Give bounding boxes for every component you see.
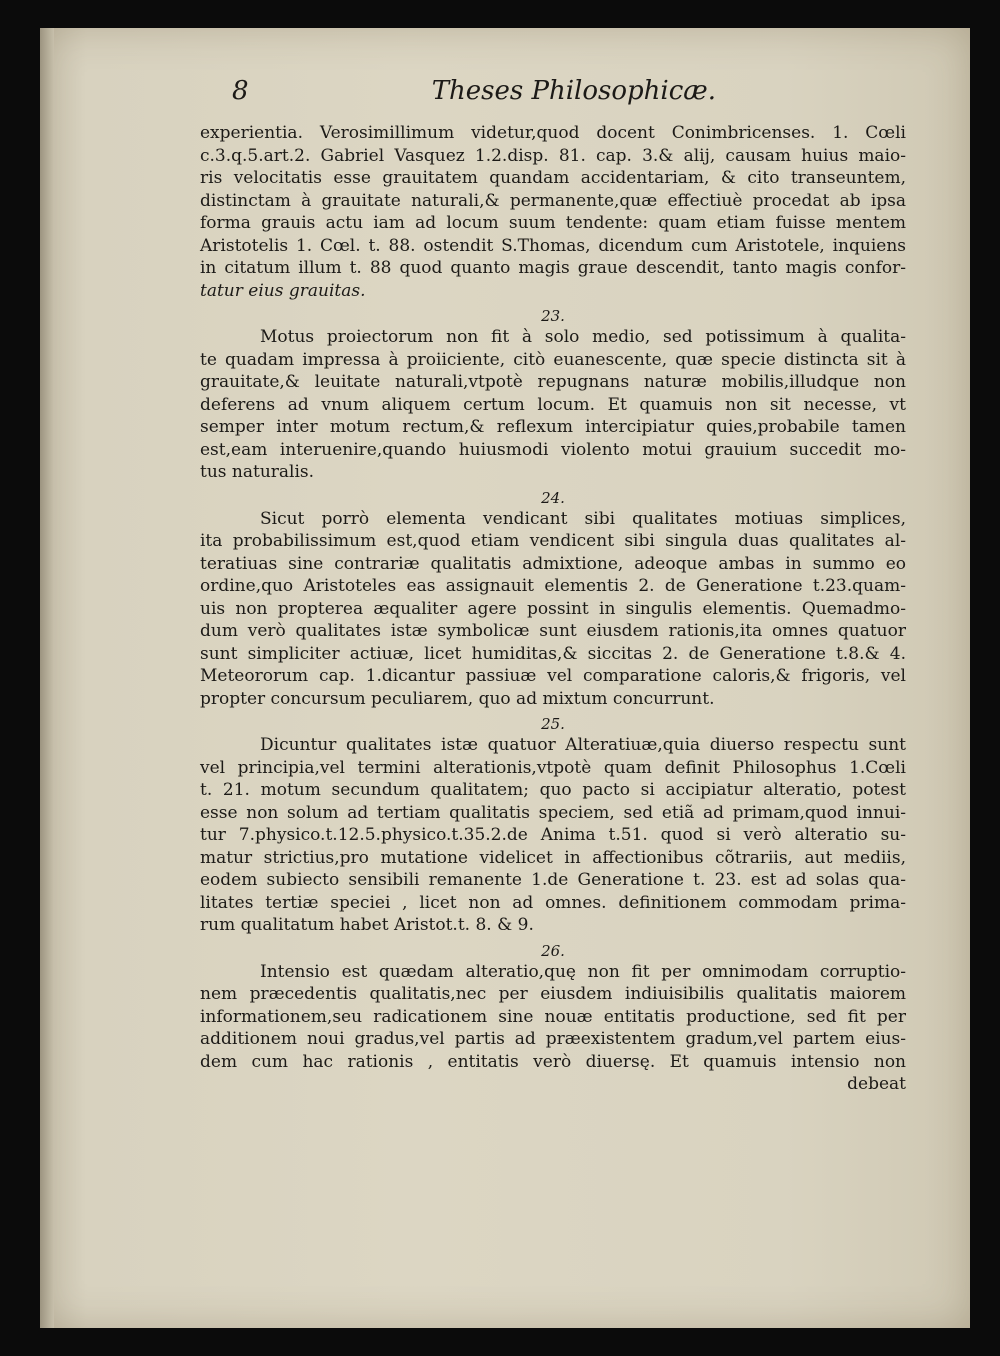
text-line: matur strictius,pro mutatione videlicet in affectionibus cõtrariis, aut mediis, xyxy=(200,847,906,868)
paragraph-continuation xyxy=(200,122,906,302)
catchword: debeat xyxy=(847,1074,906,1094)
text-line: additionem noui gradus,vel partis ad præexistentem gradum,vel partem eius- xyxy=(200,1029,906,1049)
text-line: grauitate,& leuitate naturali,vtpotè repugnans naturæ mobilis,illudque non xyxy=(200,372,906,392)
text-line: experientia. Verosimillimum videtur,quod docent Conimbricenses. 1. Cœli xyxy=(200,123,906,143)
text-line: ordine,quo Aristoteles eas assignauit elementis 2. de Generatione t.23.quam- xyxy=(200,576,906,596)
text-line: nem præcedentis qualitatis,nec per eiusdem indiuisibilis qualitatis maiorem xyxy=(200,984,906,1004)
text-block xyxy=(200,76,906,1096)
thesis-number: 24. xyxy=(541,488,565,507)
page-number: 8 xyxy=(232,76,249,106)
text-line: rum qualitatum habet Aristot.t. 8. & 9. xyxy=(200,915,534,935)
text-line: tatur eius grauitas. xyxy=(200,280,366,301)
running-header xyxy=(232,76,906,122)
text-line: tus naturalis. xyxy=(200,462,315,482)
text-line: propter concursum peculiarem, quo ad mixtum concurrunt. xyxy=(200,688,715,709)
text-line: Motus proiectorum non fit à solo medio, sed potissimum à qualita- xyxy=(260,327,906,347)
thesis-paragraph xyxy=(200,508,906,711)
running-title: Theses Philosophicæ. xyxy=(431,76,716,106)
text-line: te quadam impressa à proiiciente, citò euanescente, quæ specie distincta sit à xyxy=(200,349,906,370)
text-line: Aristotelis 1. Cœl. t. 88. ostendit S.Thomas, dicendum cum Aristotele, inquiens xyxy=(200,235,906,256)
text-line: deferens ad vnum aliquem certum locum. Et quamuis non sit necesse, vt xyxy=(200,394,906,415)
text-line: t. 21. motum secundum qualitatem; quo pacto si accipiatur alteratio, potest xyxy=(200,780,906,800)
thesis-number: 25. xyxy=(541,715,565,733)
text-line: Meteororum cap. 1.dicantur passiuæ vel comparatione caloris,& frigoris, vel xyxy=(200,666,906,686)
text-line: est,eam interuenire,quando huiusmodi violento motui grauium succedit mo- xyxy=(200,439,906,460)
thesis-number: 26. xyxy=(541,941,565,960)
text-line: ita probabilissimum est,quod etiam vendicent sibi singula duas qualitates al- xyxy=(200,531,906,551)
text-line: Dicuntur qualitates istæ quatuor Alteratiuæ,quia diuerso respectu sunt xyxy=(260,735,906,755)
text-line: vel principia,vel termini alterationis,vtpotè quam definit Philosophus 1.Cœli xyxy=(200,757,906,778)
thesis-number: 23. xyxy=(541,307,565,325)
text-line: teratiuas sine contrariæ qualitatis admixtione, adeoque ambas in summo eo xyxy=(200,553,906,574)
text-line: esse non solum ad tertiam qualitatis speciem, sed etiã ad primam,quod innui- xyxy=(200,802,906,823)
text-line: uis non propterea æqualiter agere possint in singulis elementis. Quemadmo- xyxy=(200,598,906,619)
text-line: eodem subiecto sensibili remanente 1.de Generatione t. 23. est ad solas qua- xyxy=(200,870,906,890)
text-line: sunt simpliciter actiuæ, licet humiditas,& siccitas 2. de Generatione t.8.& 4. xyxy=(200,643,906,664)
page-gutter-edge xyxy=(40,28,54,1328)
text-line: Intensio est quædam alteratio,quę non fit per omnimodam corruptio- xyxy=(260,961,906,982)
text-line: semper inter motum rectum,& reflexum intercipiatur quies,probabile tamen xyxy=(200,417,906,437)
thesis-paragraph xyxy=(200,734,906,937)
text-line: forma grauis actu iam ad locum suum tendente: quam etiam fuisse mentem xyxy=(200,213,906,233)
text-line: c.3.q.5.art.2. Gabriel Vasquez 1.2.disp. 81. cap. 3.& alij, causam huius maio- xyxy=(200,145,906,166)
text-line: litates tertiæ speciei , licet non ad omnes. definitionem commodam prima- xyxy=(200,892,906,913)
text-line: ris velocitatis esse grauitatem quandam accidentariam, & cito transeuntem, xyxy=(200,168,906,188)
text-line: distinctam à grauitate naturali,& permanente,quæ effectiuè procedat ab ipsa xyxy=(200,190,906,211)
thesis-paragraph xyxy=(200,961,906,1096)
text-line: Sicut porrò elementa vendicant sibi qualitates motiuas simplices, xyxy=(260,508,906,529)
thesis-paragraph xyxy=(200,326,906,484)
text-line: dum verò qualitates istæ symbolicæ sunt eiusdem rationis,ita omnes quatuor xyxy=(200,621,906,641)
text-line: dem cum hac rationis , entitatis verò diuersę. Et quamuis intensio non xyxy=(200,1051,906,1072)
text-line: in citatum illum t. 88 quod quanto magis graue descendit, tanto magis confor- xyxy=(200,258,906,278)
text-line: tur 7.physico.t.12.5.physico.t.35.2.de Anima t.51. quod si verò alteratio su- xyxy=(200,825,906,845)
text-line: informationem,seu radicationem sine nouæ entitatis productione, sed fit per xyxy=(200,1006,906,1027)
